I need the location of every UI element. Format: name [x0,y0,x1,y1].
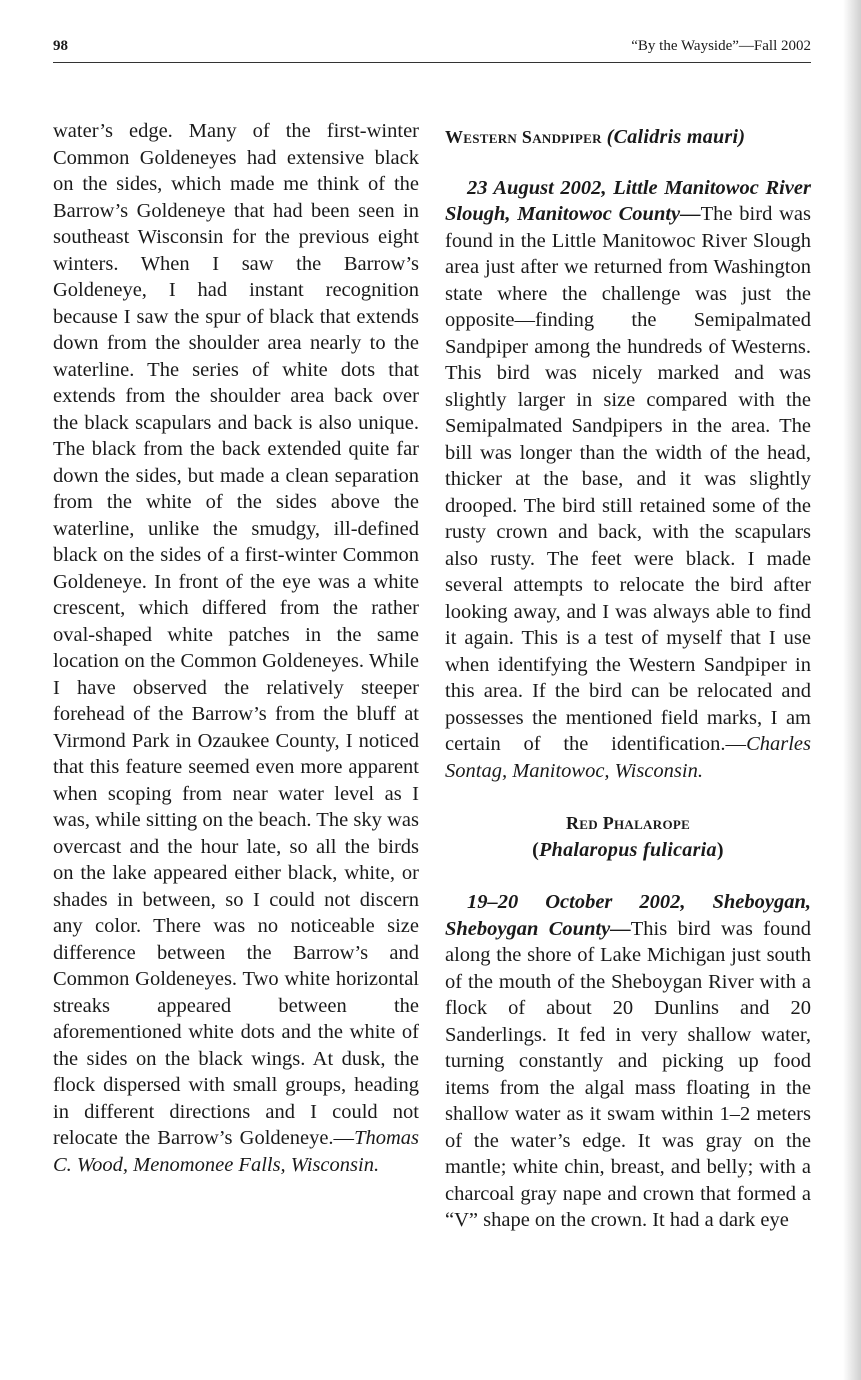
running-head [53,38,811,60]
close-paren: ) [716,838,724,861]
barrows-goldeneye-continued [53,118,419,1178]
species-heading-red-phalarope [445,810,811,863]
body-text: The bird was found in the Little Manitowoc River Slough area just after we returned from Washington state where the challenge was just the opposite—finding the Semipalmated Sandpiper among the hundreds of Westerns. This bird was nicely marked and was slightly larger in size compared with the Semipalmated Sandpipers in the area. The bill was longer than the width of the head, thicker at the base, and it was slightly drooped. The bird still retained some of the rusty crown and back, with the scapulars also rusty. The feet were black. I made several attempts to relocate the bird after looking away, and I was always able to find it again. This is a test of myself that I use when identifying the Western Sandpiper in this area. If the bird can be relocated and possesses the mentioned field marks, I am certain of the identification.— [445,203,811,755]
common-name: Western Sandpiper [445,127,602,147]
red-phalarope-account [445,889,811,1234]
left-column [53,118,419,1178]
open-paren: ( [532,838,540,861]
open-paren: ( [606,126,614,148]
right-column [445,118,811,1234]
header-rule [53,62,811,63]
scientific-name: Calidris mauri [613,126,739,148]
dateline: 19–20 October 2002, Sheboygan, Sheboygan County— [445,891,811,940]
scientific-name-line [445,837,811,864]
running-title: “By the Wayside”—Fall 2002 [631,38,811,54]
page-edge-shadow [843,0,861,1380]
common-name: Red Phalarope [565,813,691,833]
signature: Thomas C. Wood, Menomonee Falls, Wisconsin. [53,1127,419,1176]
page-number: 98 [53,38,68,54]
close-paren: ) [738,126,746,148]
dateline: 23 August 2002, Little Manitowoc River Slough, Manitowoc County— [445,176,811,225]
western-sandpiper-account [445,175,811,785]
species-heading-western-sandpiper [445,124,811,151]
body-text: water’s edge. Many of the first-winter Common Goldeneyes had extensive black on the sides, which made me think of the Barrow’s Goldeneye that had been seen in southeast Wisconsin for the previous eight winters. When I saw the Barrow’s Goldeneye, I had instant recognition because I saw the spur of black that extends down from the shoulder area nearly to the waterline. The series of white dots that extends from the shoulder area back over the black scapulars and back is also unique. The black from the back extended quite far down the sides, but made a clean separation from the white of the sides above the waterline, unlike the smudgy, ill-defined black on the sides of a first-winter Common Goldeneye. In front of the eye was a white crescent, which differed from the rather oval-shaped white patches in the same location on the Common Goldeneyes. While I have observed the relatively steeper forehead of the Barrow’s from the bluff at Virmond Park in Ozaukee County, I noticed that this feature seemed even more apparent when scoping from near water level as I was, while sitting on the beach. The sky was overcast and the hour late, so all the birds on the lake appeared either black, white, or shades in between, so I could not discern any color. There was no noticeable size difference between the Barrow’s and Common Goldeneyes. Two white horizontal streaks appeared between the aforementioned white dots and the white of the sides on the black wings. At dusk, the flock dispersed with small groups, heading in different directions and I could not relocate the Barrow’s Goldeneye.— [53,120,419,1149]
signature: Charles Sontag, Manitowoc, Wisconsin. [445,733,811,782]
scientific-name: Phalaropus fulicaria [539,838,717,861]
body-text: This bird was found along the shore of Lake Michigan just south of the mouth of the Sheboygan River with a flock of about 20 Dunlins and 20 Sanderlings. It fed in very shallow water, turning constantly and picking up food items from the algal mass floating in the shallow water as it swam within 1–2 meters of the water’s edge. It was gray on the mantle; white chin, breast, and belly; with a charcoal gray nape and crown that formed a “V” shape on the crown. It had a dark eye [445,917,811,1231]
